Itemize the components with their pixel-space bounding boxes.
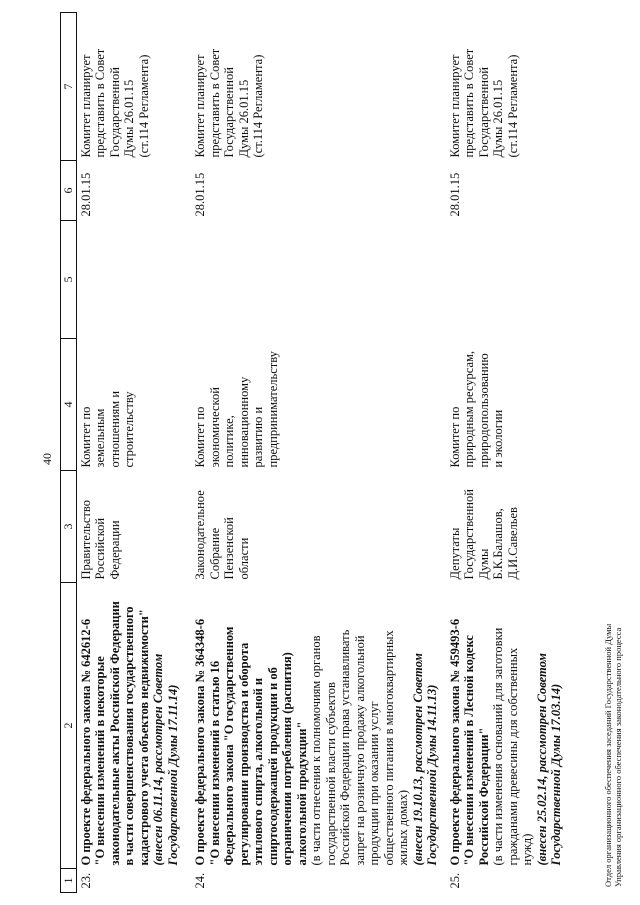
committee-line: развитию и: [251, 406, 265, 468]
note-line: Государственной: [107, 67, 122, 158]
bill-title-line: О проекте федерального закона № 459493-6: [447, 618, 462, 866]
note-line: (ст.114 Регламента): [136, 54, 151, 158]
note-line: Комитет планирует: [193, 54, 207, 158]
committee-cell: [191, 339, 446, 471]
committee-line: отношениям и: [107, 390, 122, 468]
page-number: 40: [40, 453, 54, 465]
committee-line: экономической: [207, 387, 222, 468]
bill-title-line: (в части отнесения к полномочиям органов: [309, 635, 323, 866]
bill-title-line: алкогольной продукции": [294, 721, 309, 866]
bill-title-cell: [446, 583, 616, 869]
bill-title-line: общественного питания в многоквартирных: [381, 630, 396, 866]
bill-title-line: запрет на розничную продажу алкогольной: [352, 635, 367, 866]
col-header-1: 1: [61, 869, 77, 893]
date-cell: 28.01.15: [78, 172, 93, 217]
row-number: 24.: [193, 872, 207, 889]
footer-line: Управления организационного обеспечения законодательного процесса: [613, 627, 623, 887]
committee-line: земельным: [93, 408, 107, 468]
committee-line: предпринимательству: [265, 351, 280, 468]
date-cell: 28.01.15: [447, 172, 462, 217]
initiator-line: Депутаты: [447, 527, 462, 580]
bill-title-line: Российской Федерации права устанавливать: [338, 629, 352, 866]
initiator-line: Д.И.Савельев: [505, 507, 520, 580]
initiator-line: Государственной: [462, 489, 476, 580]
table-row: [76, 13, 191, 893]
bill-title-cell: [76, 583, 191, 869]
committee-line: инновационному: [236, 376, 251, 468]
row-number: 25.: [447, 872, 462, 889]
committee-line: Комитет по: [193, 406, 207, 468]
initiator-line: Федерации: [107, 520, 122, 580]
bill-title-line: "О внесении изменений в статью 16: [207, 660, 222, 866]
committee-cell: [446, 339, 616, 471]
row-number: 23.: [78, 872, 93, 889]
initiator-line: Собрание: [207, 527, 222, 580]
header-row: [61, 13, 77, 893]
date-cell: 28.01.15: [193, 172, 207, 217]
note-line: представить в Совет: [462, 48, 476, 158]
bill-title-line: гражданами древесины для собственных: [505, 647, 520, 866]
bill-title-line: Российской Федерации": [476, 727, 491, 866]
col-header-6: 6: [61, 161, 77, 221]
note-line: Думы 26.01.15: [491, 79, 505, 158]
bill-title-line: (в части изменения оснований для заготовки: [491, 627, 505, 866]
bill-title-line: государственной власти субъектов: [323, 682, 338, 866]
note-line: (ст.114 Регламента): [505, 54, 520, 158]
note-cell: [191, 13, 446, 161]
note-line: Думы 26.01.15: [236, 79, 251, 158]
col-header-5: 5: [61, 221, 77, 339]
note-line: представить в Совет: [207, 48, 222, 158]
bill-title-line: нужд): [520, 833, 534, 866]
bill-title-line: жилых домах): [396, 790, 410, 866]
bill-title-line: О проекте федерального закона № 642612-6: [78, 618, 93, 866]
bill-title-cell: [191, 583, 446, 869]
col-header-2: 2: [61, 583, 77, 869]
bill-title-line: кадастрового учета объектов недвижимости": [136, 609, 151, 866]
table-row: [191, 13, 446, 893]
note-cell: [446, 13, 616, 161]
bill-title-line: О проекте федерального закона № 364348-6: [193, 618, 207, 866]
note-line: Государственной: [476, 67, 491, 158]
bill-title-line: этилового спирта, алкогольной и: [251, 677, 265, 866]
bill-submission-note: (внесен 25.02.14, рассмотрен Советом: [534, 653, 549, 866]
bill-submission-note: Государственной Думы 14.11.13): [425, 684, 439, 866]
committee-line: и экологии: [491, 409, 505, 468]
committee-line: природным ресурсам,: [462, 350, 476, 468]
initiator-line: Думы: [476, 548, 491, 580]
initiator-cell: [76, 471, 191, 583]
note-line: Комитет планирует: [78, 54, 93, 158]
note-line: (ст.114 Регламента): [251, 54, 265, 158]
note-line: Комитет планирует: [447, 54, 462, 158]
table-row: [446, 13, 616, 893]
committee-line: политике,: [222, 415, 236, 468]
bill-submission-note: (внесен 06.11.14, рассмотрен Советом: [151, 653, 165, 866]
bill-submission-note: (внесен 19.10.13, рассмотрен Советом: [410, 653, 425, 866]
bills-table: [60, 12, 616, 893]
col-header-3: 3: [61, 471, 77, 583]
note-cell: [76, 13, 191, 161]
bill-title-line: спиртосодержащей продукции и об: [265, 667, 280, 866]
initiator-line: Б.К.Балашов,: [491, 508, 505, 580]
note-line: Государственной: [222, 67, 236, 158]
bill-title-line: законодательные акты Российской Федерации: [107, 601, 122, 866]
bill-title-line: ограничении потребления (распития): [280, 652, 294, 866]
bill-title-line: "О внесении изменений в некоторые: [93, 656, 107, 866]
bill-title-line: продукции при оказании услуг: [367, 701, 381, 866]
col-header-4: 4: [61, 339, 77, 471]
note-line: представить в Совет: [93, 48, 107, 158]
bill-title-line: регулировании производства и оборота: [236, 642, 251, 866]
bill-title-line: Федерального закона "О государственном: [222, 626, 236, 866]
column-5-cell: [191, 221, 446, 339]
committee-cell: [76, 339, 191, 471]
committee-line: природопользованию: [476, 353, 491, 468]
footer: [603, 624, 623, 887]
initiator-line: Пензенской области: [222, 517, 251, 580]
committee-line: Комитет по: [447, 406, 462, 468]
initiator-cell: [446, 471, 616, 583]
bill-title-line: в части совершенствования государственного: [122, 606, 136, 866]
column-5-cell: [76, 221, 191, 339]
committee-line: строительству: [122, 391, 136, 468]
bill-title-line: "О внесении изменений в Лесной кодекс: [462, 635, 476, 866]
initiator-line: Правительство: [78, 500, 93, 580]
bill-submission-note: Государственной Думы 17.11.14): [165, 684, 180, 866]
initiator-cell: [191, 471, 446, 583]
bill-submission-note: Государственной Думы 17.03.14): [549, 683, 563, 866]
col-header-7: 7: [61, 13, 77, 161]
initiator-line: Российской: [93, 517, 107, 580]
column-5-cell: [446, 221, 616, 339]
note-line: Думы 26.01.15: [122, 79, 136, 158]
footer-line: Отдел организационного обеспечения заседаний Государственной Думы: [603, 623, 613, 887]
initiator-line: Законодательное: [193, 490, 207, 580]
committee-line: Комитет по: [78, 406, 93, 468]
